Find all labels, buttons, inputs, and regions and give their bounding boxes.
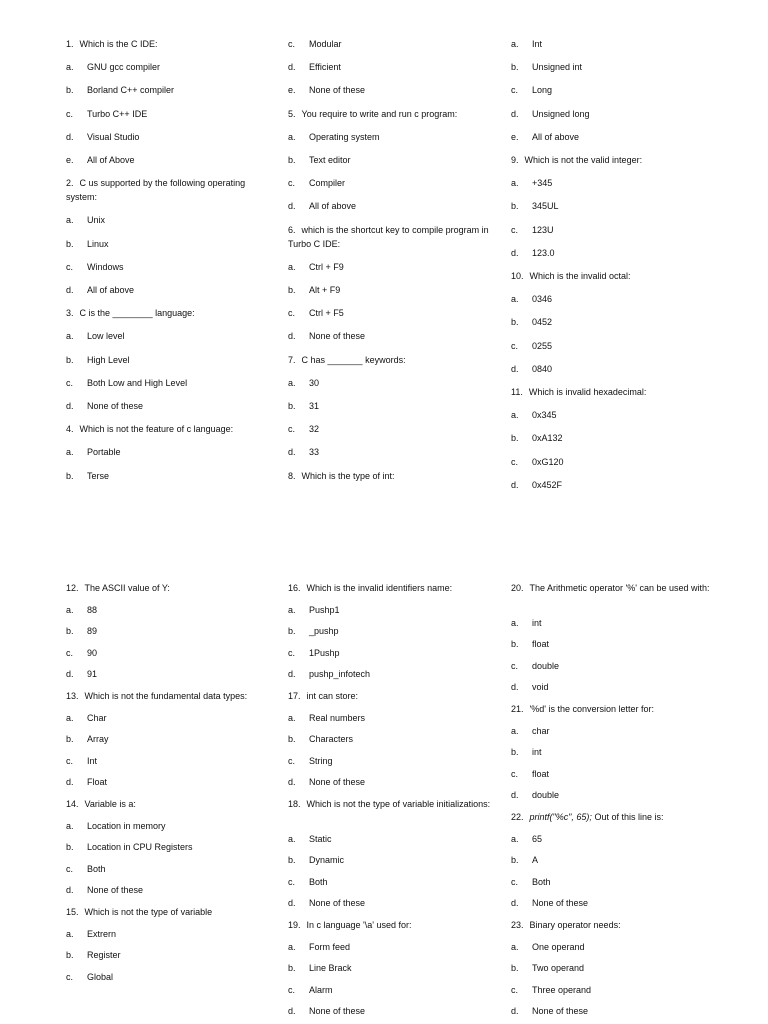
option-text: High Level xyxy=(87,354,130,365)
option-text: Location in CPU Registers xyxy=(87,842,193,853)
option-text: 88 xyxy=(87,604,98,615)
question-text xyxy=(288,107,493,121)
option-marker: a. xyxy=(511,833,519,844)
option-text: 345UL xyxy=(532,201,559,212)
option-marker: c. xyxy=(511,456,519,467)
option-marker: b. xyxy=(288,963,296,974)
option-marker: c. xyxy=(511,340,519,351)
option-marker: a. xyxy=(66,447,74,458)
option-marker: c. xyxy=(511,660,519,671)
option-marker: a. xyxy=(66,928,74,939)
option-text: 0x452F xyxy=(532,479,563,490)
option-marker: a. xyxy=(66,62,74,73)
option-marker: c. xyxy=(288,647,296,658)
option-marker: b. xyxy=(66,354,74,365)
question-label: Which is not the type of variable initializations: xyxy=(306,799,491,809)
option-text: Long xyxy=(532,85,553,96)
option-marker: d. xyxy=(511,898,519,909)
option-text: 31 xyxy=(309,401,320,411)
option-marker: c. xyxy=(288,755,296,766)
option-marker: c. xyxy=(288,876,296,887)
option-text: Borland C++ compiler xyxy=(87,85,175,96)
option-marker: d. xyxy=(511,363,519,374)
option-text: float xyxy=(532,639,550,650)
option-marker: d. xyxy=(66,285,74,295)
question-number: 20. xyxy=(511,583,524,593)
question-number: 2. xyxy=(66,178,74,189)
option-text: Both xyxy=(309,876,328,887)
question-number: 18. xyxy=(288,799,301,809)
option-marker: b. xyxy=(511,747,519,758)
question-label: '%d' is the conversion letter for: xyxy=(529,704,655,714)
option-marker: b. xyxy=(288,401,296,411)
option-marker: b. xyxy=(288,626,296,637)
option-marker: b. xyxy=(511,963,519,974)
option-text: A xyxy=(532,855,539,866)
question-number: 22. xyxy=(511,812,524,822)
option-marker: d. xyxy=(288,898,296,909)
option-marker: c. xyxy=(288,308,296,319)
option-marker: b. xyxy=(66,470,74,481)
option-text: None of these xyxy=(309,777,366,788)
question-number: 9. xyxy=(511,155,519,165)
question-text xyxy=(511,153,716,167)
option-marker: a. xyxy=(511,410,519,421)
option-text: None of these xyxy=(309,331,366,342)
question-text xyxy=(66,306,271,320)
option-marker: c. xyxy=(511,768,519,779)
question-number: 19. xyxy=(288,920,301,930)
option-text: Two operand xyxy=(532,963,585,974)
question-number: 15. xyxy=(66,907,79,917)
question-text xyxy=(511,581,716,595)
option-marker: a. xyxy=(66,712,74,723)
question-label: Which is not the valid integer: xyxy=(524,155,643,165)
question-label: Variable is a: xyxy=(84,799,136,809)
question-label: C is the ________ language: xyxy=(79,308,195,319)
option-text: Dynamic xyxy=(309,855,345,866)
option-text: None of these xyxy=(309,85,366,96)
option-marker: b. xyxy=(288,734,296,745)
option-text: Unsigned int xyxy=(532,62,583,73)
option-marker: a. xyxy=(511,725,519,736)
option-marker: c. xyxy=(511,224,519,235)
option-marker: b. xyxy=(288,855,296,866)
option-text: Ctrl + F5 xyxy=(309,308,344,319)
option-marker: d. xyxy=(511,247,519,258)
option-text: Location in memory xyxy=(87,820,166,831)
option-marker: b. xyxy=(66,950,74,961)
option-text: Operating system xyxy=(309,131,380,142)
question-number: 23. xyxy=(511,920,524,930)
option-text: All of Above xyxy=(87,155,135,165)
option-text: Modular xyxy=(309,39,342,49)
option-marker: c. xyxy=(66,108,74,119)
option-text: char xyxy=(532,725,550,736)
option-text: Both Low and High Level xyxy=(87,377,188,388)
option-marker: a. xyxy=(288,712,296,723)
option-text: None of these xyxy=(87,885,144,896)
option-text: Turbo C++ IDE xyxy=(87,108,148,119)
question-label: Which is the C IDE: xyxy=(79,39,158,49)
option-text: _pushp xyxy=(309,626,339,637)
option-text: None of these xyxy=(532,1006,589,1017)
option-text: 0840 xyxy=(532,363,553,374)
option-marker: d. xyxy=(511,1006,519,1017)
option-marker: e. xyxy=(288,85,296,96)
option-text: Unix xyxy=(87,215,106,226)
question-number: 6. xyxy=(288,224,296,235)
option-text: Alt + F9 xyxy=(309,285,341,295)
option-marker: b. xyxy=(511,62,519,73)
option-text: 1Pushp xyxy=(309,647,340,658)
option-marker: c. xyxy=(288,424,296,435)
option-marker: d. xyxy=(66,131,74,142)
option-text: Compiler xyxy=(309,178,346,189)
option-text: Low level xyxy=(87,331,125,342)
option-text: Alarm xyxy=(309,984,333,995)
option-text: Form feed xyxy=(309,941,351,952)
question-number: 3. xyxy=(66,308,74,319)
question-text xyxy=(288,918,493,932)
option-marker: d. xyxy=(511,108,519,119)
question-text xyxy=(288,353,493,367)
option-marker: d. xyxy=(288,201,296,212)
question-label-suffix: Out of this line is: xyxy=(591,812,664,822)
option-text: Windows xyxy=(87,261,124,272)
option-text: Text editor xyxy=(309,155,351,165)
option-text: String xyxy=(309,755,333,766)
question-label: C us supported by the following operating system: xyxy=(66,178,246,203)
option-marker: a. xyxy=(288,131,296,142)
option-text: int xyxy=(532,617,542,628)
option-marker: a. xyxy=(288,941,296,952)
option-text: All of above xyxy=(532,131,580,142)
option-text: Real numbers xyxy=(309,712,366,723)
question-text xyxy=(66,422,271,436)
question-text xyxy=(511,918,716,932)
question-text xyxy=(66,581,271,595)
option-marker: d. xyxy=(511,479,519,490)
option-text: Array xyxy=(87,734,109,745)
question-text xyxy=(66,797,271,811)
option-marker: c. xyxy=(66,755,74,766)
question-number: 4. xyxy=(66,424,74,435)
option-text: 0x345 xyxy=(532,410,557,421)
option-text: GNU gcc compiler xyxy=(87,62,161,73)
option-marker: b. xyxy=(511,201,519,212)
option-marker: b. xyxy=(66,734,74,745)
option-text: All of above xyxy=(87,285,135,295)
question-number: 8. xyxy=(288,470,296,481)
option-marker: b. xyxy=(288,285,296,295)
question-label: Binary operator needs: xyxy=(529,920,621,930)
option-text: All of above xyxy=(309,201,357,212)
question-number: 13. xyxy=(66,691,79,701)
option-text: Char xyxy=(87,712,107,723)
question-label: The ASCII value of Y: xyxy=(84,583,170,593)
option-text: Int xyxy=(532,39,543,49)
option-text: 90 xyxy=(87,647,98,658)
option-marker: a. xyxy=(511,941,519,952)
option-marker: d. xyxy=(288,777,296,788)
option-marker: b. xyxy=(511,855,519,866)
option-marker: a. xyxy=(511,294,519,305)
question-label: The Arithmetic operator '%' can be used with: xyxy=(529,583,710,593)
option-text: Linux xyxy=(87,238,109,249)
option-marker: a. xyxy=(288,261,296,272)
question-label: printf("%c", 65); xyxy=(529,812,592,822)
option-text: None of these xyxy=(309,1006,366,1017)
option-marker: b. xyxy=(511,433,519,444)
option-text: 89 xyxy=(87,626,98,637)
question-number: 5. xyxy=(288,108,296,119)
option-marker: c. xyxy=(288,39,296,49)
option-text: double xyxy=(532,790,560,801)
question-label: C has _______ keywords: xyxy=(301,354,406,365)
option-marker: c. xyxy=(66,377,74,388)
question-number: 11. xyxy=(511,387,523,397)
option-marker: c. xyxy=(66,647,74,658)
option-text: 0255 xyxy=(532,340,553,351)
option-text: Three operand xyxy=(532,984,592,995)
option-marker: d. xyxy=(66,401,74,411)
option-marker: b. xyxy=(288,155,296,165)
option-marker: a. xyxy=(288,833,296,844)
question-label: Which is not the fundamental data types: xyxy=(84,691,248,701)
option-text: 0346 xyxy=(532,294,553,305)
option-text: Terse xyxy=(87,470,110,481)
option-text: 0452 xyxy=(532,317,553,328)
option-text: None of these xyxy=(532,898,589,909)
option-marker: d. xyxy=(66,669,74,680)
question-text xyxy=(511,385,716,399)
question-number: 10. xyxy=(511,271,524,281)
option-text: One operand xyxy=(532,941,585,952)
option-marker: c. xyxy=(66,261,74,272)
question-text xyxy=(288,469,493,483)
option-text: 0xG120 xyxy=(532,456,564,467)
option-marker: b. xyxy=(511,317,519,328)
option-text: Characters xyxy=(309,734,354,745)
option-text: Pushp1 xyxy=(309,604,340,615)
option-text: float xyxy=(532,768,550,779)
option-marker: d. xyxy=(288,331,296,342)
question-label: which is the shortcut key to compile program in Turbo C IDE: xyxy=(288,224,489,249)
question-text xyxy=(66,905,271,919)
question-text xyxy=(288,797,493,811)
option-text: double xyxy=(532,660,560,671)
option-marker: c. xyxy=(288,984,296,995)
question-text xyxy=(511,702,716,716)
question-number: 14. xyxy=(66,799,79,809)
option-text: Both xyxy=(532,876,551,887)
option-text: Unsigned long xyxy=(532,108,590,119)
option-text: Float xyxy=(87,777,108,788)
question-label: In c language '\a' used for: xyxy=(306,920,412,930)
option-marker: d. xyxy=(511,682,519,693)
option-marker: d. xyxy=(511,790,519,801)
option-text: None of these xyxy=(309,898,366,909)
option-marker: a. xyxy=(288,377,296,388)
option-marker: c. xyxy=(511,85,519,96)
question-text xyxy=(66,689,271,703)
option-text: pushp_infotech xyxy=(309,669,371,680)
option-text: +345 xyxy=(532,178,553,189)
question-number: 12. xyxy=(66,583,79,593)
question-text xyxy=(511,810,716,824)
question-number: 16. xyxy=(288,583,301,593)
option-marker: a. xyxy=(511,39,519,49)
option-marker: b. xyxy=(66,85,74,96)
option-text: 91 xyxy=(87,669,98,680)
option-marker: d. xyxy=(66,885,74,896)
option-marker: d. xyxy=(288,447,296,458)
option-text: 30 xyxy=(309,377,320,388)
option-marker: a. xyxy=(66,331,74,342)
option-text: Both xyxy=(87,863,106,874)
option-marker: c. xyxy=(66,971,74,982)
question-number: 21. xyxy=(511,704,524,714)
option-text: 33 xyxy=(309,447,320,458)
option-marker: c. xyxy=(66,863,74,874)
option-text: Register xyxy=(87,950,121,961)
option-marker: a. xyxy=(66,215,74,226)
option-marker: c. xyxy=(511,876,519,887)
question-label: You require to write and run c program: xyxy=(301,108,458,119)
option-marker: b. xyxy=(511,639,519,650)
question-label: Which is the invalid identifiers name: xyxy=(306,583,453,593)
option-marker: a. xyxy=(511,178,519,189)
question-text xyxy=(66,176,271,204)
question-label: int can store: xyxy=(306,691,359,701)
option-text: Visual Studio xyxy=(87,131,140,142)
question-number: 1. xyxy=(66,39,74,49)
option-text: Line Brack xyxy=(309,963,352,974)
option-text: Static xyxy=(309,833,332,844)
question-label: Which is the invalid octal: xyxy=(529,271,631,281)
question-label: Which is the type of int: xyxy=(301,470,395,481)
question-text xyxy=(288,223,493,251)
option-marker: b. xyxy=(66,626,74,637)
option-text: int xyxy=(532,747,542,758)
question-text xyxy=(511,269,716,283)
option-text: None of these xyxy=(87,401,144,411)
option-text: void xyxy=(532,682,549,693)
option-marker: a. xyxy=(66,820,74,831)
option-text: 123U xyxy=(532,224,554,235)
question-label: Which is not the type of variable xyxy=(84,907,213,917)
question-number: 17. xyxy=(288,691,301,701)
option-text: Efficient xyxy=(309,62,341,73)
question-text xyxy=(288,689,493,703)
option-text: 123.0 xyxy=(532,247,555,258)
option-text: 0xA132 xyxy=(532,433,563,444)
option-text: Portable xyxy=(87,447,121,458)
option-marker: d. xyxy=(288,1006,296,1017)
question-label: Which is invalid hexadecimal: xyxy=(528,387,647,397)
question-text xyxy=(288,581,493,595)
option-marker: e. xyxy=(66,155,74,165)
option-text: Ctrl + F9 xyxy=(309,261,344,272)
option-text: Int xyxy=(87,755,98,766)
option-marker: d. xyxy=(288,669,296,680)
question-number: 7. xyxy=(288,354,296,365)
option-marker: a. xyxy=(66,604,74,615)
option-marker: e. xyxy=(511,131,519,142)
option-marker: a. xyxy=(511,617,519,628)
question-label: Which is not the feature of c language: xyxy=(79,424,234,435)
option-text: 65 xyxy=(532,833,543,844)
option-marker: c. xyxy=(288,178,296,189)
option-marker: b. xyxy=(66,238,74,249)
option-marker: b. xyxy=(66,842,74,853)
option-marker: d. xyxy=(66,777,74,788)
option-marker: c. xyxy=(511,984,519,995)
option-text: Extrern xyxy=(87,928,117,939)
option-marker: d. xyxy=(288,62,296,73)
option-text: Global xyxy=(87,971,114,982)
question-text xyxy=(66,37,271,51)
option-marker: a. xyxy=(288,604,296,615)
option-text: 32 xyxy=(309,424,320,435)
